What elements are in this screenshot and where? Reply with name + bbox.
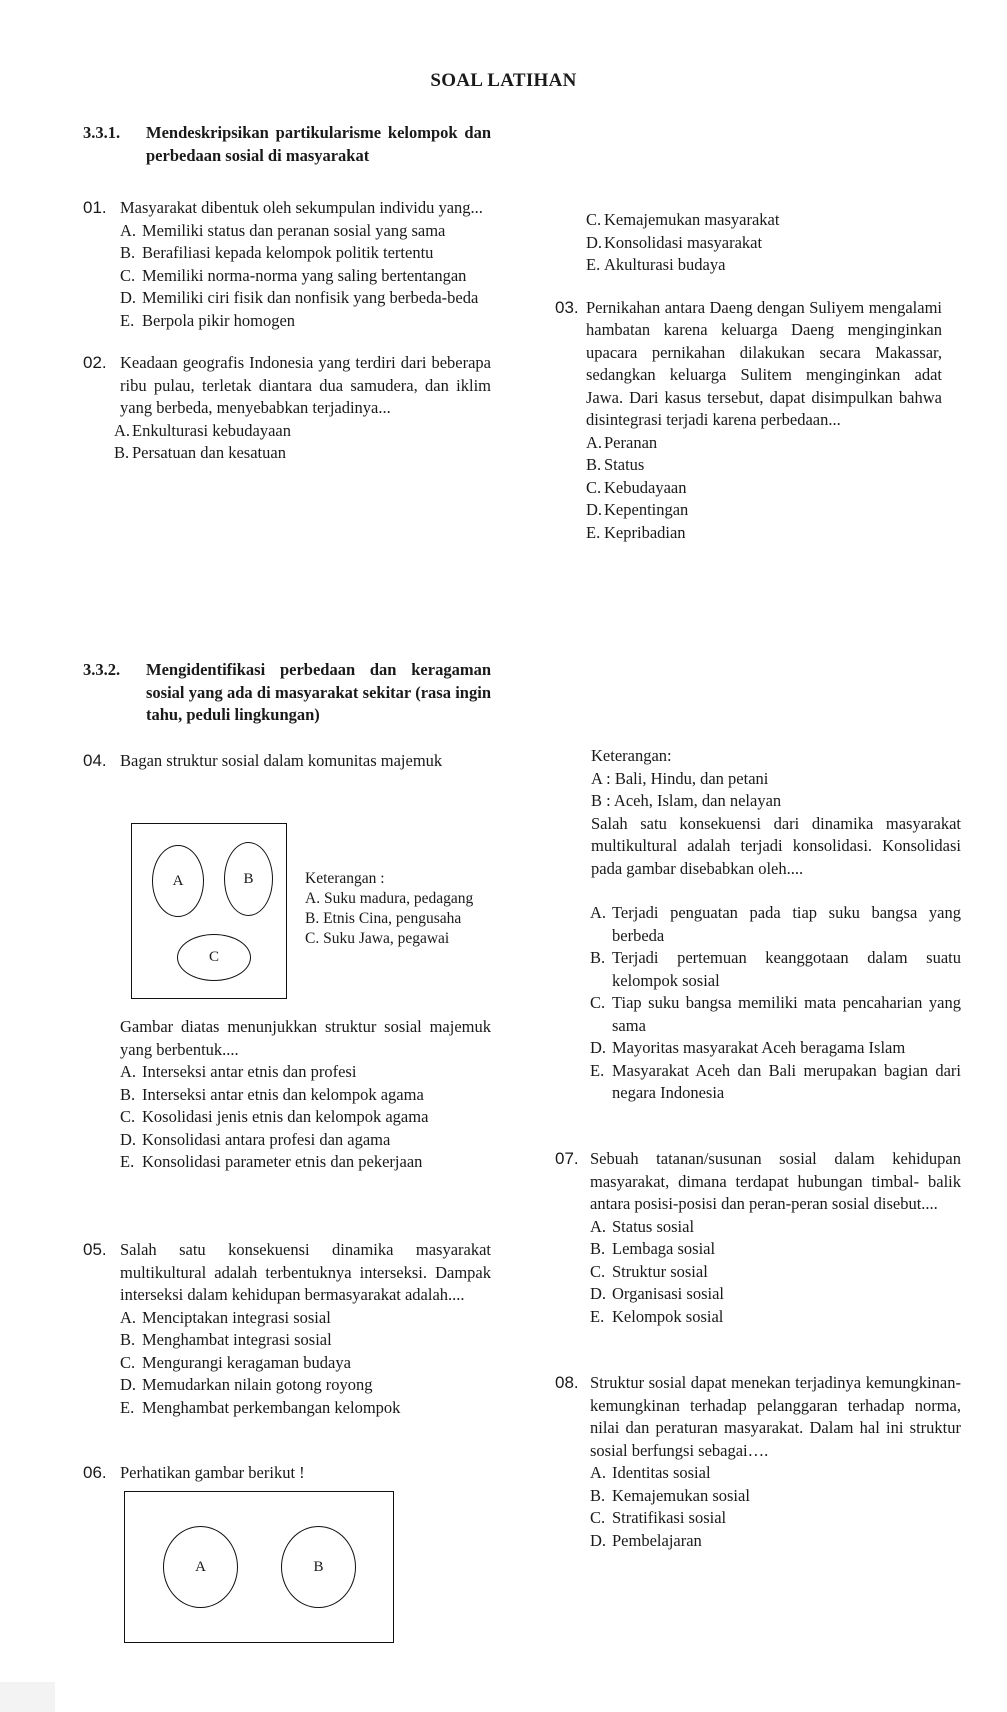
option-text: Konsolidasi parameter etnis dan pekerjaan xyxy=(142,1152,423,1171)
option-item xyxy=(120,1084,491,1107)
legend-title: Keterangan : xyxy=(305,870,385,887)
circle-c xyxy=(177,934,251,981)
option-text: Kemajemukan sosial xyxy=(612,1485,750,1505)
option-letter: E. xyxy=(586,522,601,542)
option-item xyxy=(590,1485,961,1508)
option-text: Menghambat perkembangan kelompok xyxy=(142,1397,401,1417)
option-item xyxy=(586,209,942,232)
question-stem: Bagan struktur sosial dalam komunitas majemuk xyxy=(120,750,443,770)
option-letter: B. xyxy=(114,443,130,462)
q06-continued xyxy=(591,745,961,880)
option-text: Enkulturasi kebudayaan xyxy=(132,420,291,440)
option-text: Mengurangi keragaman budaya xyxy=(142,1352,351,1372)
question-stem: Perhatikan gambar berikut ! xyxy=(120,1463,305,1482)
circle-a xyxy=(163,1526,238,1608)
option-letter: A. xyxy=(120,220,137,240)
option-text: Menciptakan integrasi sosial xyxy=(142,1307,331,1327)
option-text: Pembelajaran xyxy=(612,1530,702,1550)
option-letter: D. xyxy=(586,500,603,519)
option-item xyxy=(586,477,942,500)
option-letter: E. xyxy=(590,1306,605,1326)
option-text: Persatuan dan kesatuan xyxy=(132,443,286,462)
option-text: Akulturasi budaya xyxy=(604,255,726,274)
option-text: Struktur sosial xyxy=(612,1261,708,1281)
option-letter: B. xyxy=(120,243,136,262)
q06-question-text: Salah satu konsekuensi dari dinamika masyarakat multikultural adalah terjadi konsolidasi. Konsolidasi pada gambar disebabkan oleh.... xyxy=(591,813,961,878)
option-text: Masyarakat Aceh dan Bali merupakan bagian dari negara Indonesia xyxy=(612,1060,961,1102)
question-stem: Sebuah tatanan/susunan sosial dalam kehidupan masyarakat, dimana terdapat hubungan timbal- balik antara posisi-posisi dan peran-peran sosial disebut.... xyxy=(590,1149,961,1213)
option-list xyxy=(555,1462,961,1552)
option-text: Memiliki status dan peranan sosial yang sama xyxy=(142,220,446,240)
option-list xyxy=(555,432,942,545)
option-text: Konsolidasi antara profesi dan agama xyxy=(142,1129,391,1149)
option-text: Stratifikasi sosial xyxy=(612,1508,727,1527)
option-text: Tiap suku bangsa memiliki mata pencaharian yang sama xyxy=(612,993,961,1035)
option-text: Terjadi pertemuan keanggotaan dalam suatu kelompok sosial xyxy=(612,948,961,990)
option-text: Lembaga sosial xyxy=(612,1239,716,1258)
option-item xyxy=(114,420,491,443)
option-text: Kepribadian xyxy=(604,522,686,542)
option-letter: C. xyxy=(590,993,606,1012)
question-number: 06. xyxy=(83,1463,107,1482)
option-text: Interseksi antar etnis dan kelompok agama xyxy=(142,1084,424,1104)
legend-item: B. Etnis Cina, pengusaha xyxy=(305,910,462,927)
circle-label: B xyxy=(243,870,254,887)
option-letter: C. xyxy=(120,265,136,285)
option-text: Menghambat integrasi sosial xyxy=(142,1330,332,1349)
question-07 xyxy=(555,1148,961,1328)
keterangan-item: A : Bali, Hindu, dan petani xyxy=(591,768,769,788)
option-list xyxy=(83,420,491,465)
option-item xyxy=(120,310,491,333)
option-item xyxy=(590,1216,961,1239)
option-letter: D. xyxy=(590,1530,607,1550)
option-letter: B. xyxy=(120,1084,136,1104)
option-text: Kelompok sosial xyxy=(612,1306,724,1326)
question-number: 02. xyxy=(83,353,107,372)
option-letter: D. xyxy=(590,1038,607,1057)
option-letter: A. xyxy=(120,1307,137,1327)
option-item xyxy=(590,1507,961,1530)
question-07-block xyxy=(555,1148,961,1328)
question-04 xyxy=(83,750,491,773)
option-letter: D. xyxy=(586,232,603,252)
option-letter: A. xyxy=(590,903,607,922)
option-item xyxy=(590,992,961,1037)
option-letter: B. xyxy=(120,1330,136,1349)
option-text: Peranan xyxy=(604,432,658,452)
question-stem: Salah satu konsekuensi dinamika masyarakat multikultural adalah terbentuknya interseksi. Dampak interseksi dalam kehidupan bermasyarakat adalah.... xyxy=(120,1240,491,1304)
left-column-lower xyxy=(83,1016,491,1174)
option-item xyxy=(590,1530,961,1553)
option-item xyxy=(120,1106,491,1129)
option-list-continued xyxy=(555,209,942,277)
option-letter: C. xyxy=(120,1107,136,1126)
section-text: Mengidentifikasi perbedaan dan keragaman sosial yang ada di masyarakat sekitar (rasa ingin tahu, peduli lingkungan) xyxy=(146,660,491,724)
option-text: Kepentingan xyxy=(604,500,689,519)
question-number: 07. xyxy=(555,1149,579,1168)
right-column-top xyxy=(555,209,942,544)
option-item xyxy=(120,265,491,288)
option-letter: C. xyxy=(120,1352,136,1372)
keterangan-item: B : Aceh, Islam, dan nelayan xyxy=(591,791,782,810)
question-08-block xyxy=(555,1372,961,1552)
question-06 xyxy=(83,1462,491,1485)
question-stem: Masyarakat dibentuk oleh sekumpulan individu yang... xyxy=(120,198,483,217)
option-letter: A. xyxy=(120,1062,137,1081)
question-08 xyxy=(555,1372,961,1552)
question-03 xyxy=(555,297,942,545)
circle-b xyxy=(281,1526,356,1608)
option-text: Konsolidasi masyarakat xyxy=(604,232,763,252)
option-letter: B. xyxy=(586,455,602,474)
question-06-block xyxy=(83,1462,491,1485)
page-corner-shade xyxy=(0,1682,55,1712)
section-number: 3.3.1. xyxy=(83,123,121,142)
question-stem: Keadaan geografis Indonesia yang terdiri dari beberapa ribu pulau, terletak diantara dua samudera, dan iklim yang berbeda, menyebabkan terjadinya... xyxy=(120,353,491,417)
option-text: Mayoritas masyarakat Aceh beragama Islam xyxy=(612,1038,906,1057)
option-text: Identitas sosial xyxy=(612,1463,711,1482)
question-number: 05. xyxy=(83,1240,107,1259)
question-05 xyxy=(83,1239,491,1419)
option-item xyxy=(120,1374,491,1397)
circle-a xyxy=(152,845,204,917)
option-letter: A. xyxy=(114,420,131,440)
option-letter: A. xyxy=(590,1463,607,1482)
option-item xyxy=(586,232,942,255)
question-01 xyxy=(83,197,491,332)
option-text: Status sosial xyxy=(612,1216,695,1236)
option-letter: E. xyxy=(120,1152,135,1171)
question-stem: Pernikahan antara Daeng dengan Suliyem mengalami hambatan karena keluarga Daeng menginginkan upacara pernikahan dilakukan secara Makassar, sedangkan keluarga Sulitem menginginkan adat Jawa. Dari kasus tersebut, dapat disimpulkan bahwa disintegrasi terjadi karena perbedaan... xyxy=(586,297,942,429)
option-item xyxy=(120,220,491,243)
option-item xyxy=(586,454,942,477)
option-item xyxy=(120,1151,491,1174)
question-number: 01. xyxy=(83,198,107,217)
option-letter: E. xyxy=(120,310,135,330)
option-letter: C. xyxy=(586,477,602,497)
option-list xyxy=(83,1061,491,1174)
option-item xyxy=(586,254,942,277)
q06-diagram-box xyxy=(124,1491,394,1643)
option-text: Memiliki ciri fisik dan nonfisik yang berbeda-beda xyxy=(142,288,479,307)
option-item xyxy=(120,1329,491,1352)
option-letter: D. xyxy=(120,1129,137,1149)
option-item xyxy=(586,499,942,522)
section-number: 3.3.2. xyxy=(83,660,121,679)
question-stem: Struktur sosial dapat menekan terjadinya kemungkinan-kemungkinan terhadap pelanggaran terhadap norma, nilai dan peraturan masyarakat. Dalam hal ini struktur sosial berfungsi sebagai…. xyxy=(590,1373,961,1460)
option-item xyxy=(114,442,491,465)
q04-question-text: Gambar diatas menunjukkan struktur sosial majemuk yang berbentuk.... xyxy=(120,1017,491,1059)
option-letter: C. xyxy=(590,1508,606,1527)
keterangan-title: Keterangan: xyxy=(591,746,672,765)
option-text: Organisasi sosial xyxy=(612,1284,724,1303)
option-item xyxy=(590,1060,961,1105)
option-item xyxy=(586,522,942,545)
circle-label: A xyxy=(195,1558,206,1575)
legend-item: C. Suku Jawa, pegawai xyxy=(305,930,450,947)
option-item xyxy=(590,1462,961,1485)
option-item xyxy=(590,1283,961,1306)
option-item xyxy=(590,1306,961,1329)
option-item xyxy=(120,242,491,265)
option-text: Berafiliasi kepada kelompok politik tertentu xyxy=(142,243,434,262)
q04-legend xyxy=(305,869,515,949)
option-list xyxy=(83,1307,491,1420)
option-letter: D. xyxy=(120,288,137,307)
question-number: 04. xyxy=(83,750,107,770)
option-text: Status xyxy=(604,455,645,474)
option-letter: E. xyxy=(120,1397,135,1417)
option-letter: D. xyxy=(120,1375,137,1394)
option-item xyxy=(120,1129,491,1152)
option-text: Kebudayaan xyxy=(604,477,687,497)
left-column-top xyxy=(83,122,491,465)
circle-b xyxy=(224,842,273,916)
option-item xyxy=(120,1352,491,1375)
option-letter: B. xyxy=(590,1239,606,1258)
option-item xyxy=(120,287,491,310)
option-item xyxy=(590,1238,961,1261)
option-letter: A. xyxy=(586,432,603,452)
option-item xyxy=(120,1307,491,1330)
circle-label: A xyxy=(172,872,184,889)
question-number: 08. xyxy=(555,1373,579,1392)
option-letter: B. xyxy=(590,1485,606,1505)
question-02 xyxy=(83,352,491,465)
option-letter: D. xyxy=(590,1284,607,1303)
circle-label: B xyxy=(313,1558,324,1575)
section-text: Mendeskripsikan partikularisme kelompok dan perbedaan sosial di masyarakat xyxy=(146,123,491,165)
question-number: 03. xyxy=(555,297,579,317)
option-letter: B. xyxy=(590,948,606,967)
question-05-block xyxy=(83,1239,491,1419)
option-letter: C. xyxy=(590,1261,606,1281)
option-text: Interseksi antar etnis dan profesi xyxy=(142,1062,357,1081)
option-item xyxy=(590,947,961,992)
option-list xyxy=(555,902,961,1105)
left-column-middle xyxy=(83,659,491,772)
option-item xyxy=(120,1397,491,1420)
option-text: Kemajemukan masyarakat xyxy=(604,210,780,229)
q06-options xyxy=(555,902,961,1105)
option-item xyxy=(586,432,942,455)
option-list xyxy=(83,220,491,333)
page-title: SOAL LATIHAN xyxy=(430,70,577,91)
option-item xyxy=(120,1061,491,1084)
option-text: Memiliki norma-norma yang saling bertentangan xyxy=(142,265,467,285)
option-letter: E. xyxy=(586,255,601,274)
q04-diagram-box xyxy=(131,823,287,999)
option-letter: C. xyxy=(586,210,602,229)
legend-item: A. Suku madura, pedagang xyxy=(305,890,474,907)
option-text: Memudarkan nilain gotong royong xyxy=(142,1375,373,1394)
option-text: Kosolidasi jenis etnis dan kelompok agama xyxy=(142,1107,429,1126)
option-letter: A. xyxy=(590,1216,607,1236)
option-item xyxy=(590,1037,961,1060)
circle-label: C xyxy=(208,949,219,966)
option-item xyxy=(590,902,961,947)
section-heading-2 xyxy=(83,659,491,727)
option-text: Terjadi penguatan pada tiap suku bangsa yang berbeda xyxy=(612,903,961,945)
option-text: Berpola pikir homogen xyxy=(142,310,296,330)
option-list xyxy=(555,1216,961,1329)
option-letter: E. xyxy=(590,1060,605,1080)
section-heading-1 xyxy=(83,122,491,167)
option-item xyxy=(590,1261,961,1284)
